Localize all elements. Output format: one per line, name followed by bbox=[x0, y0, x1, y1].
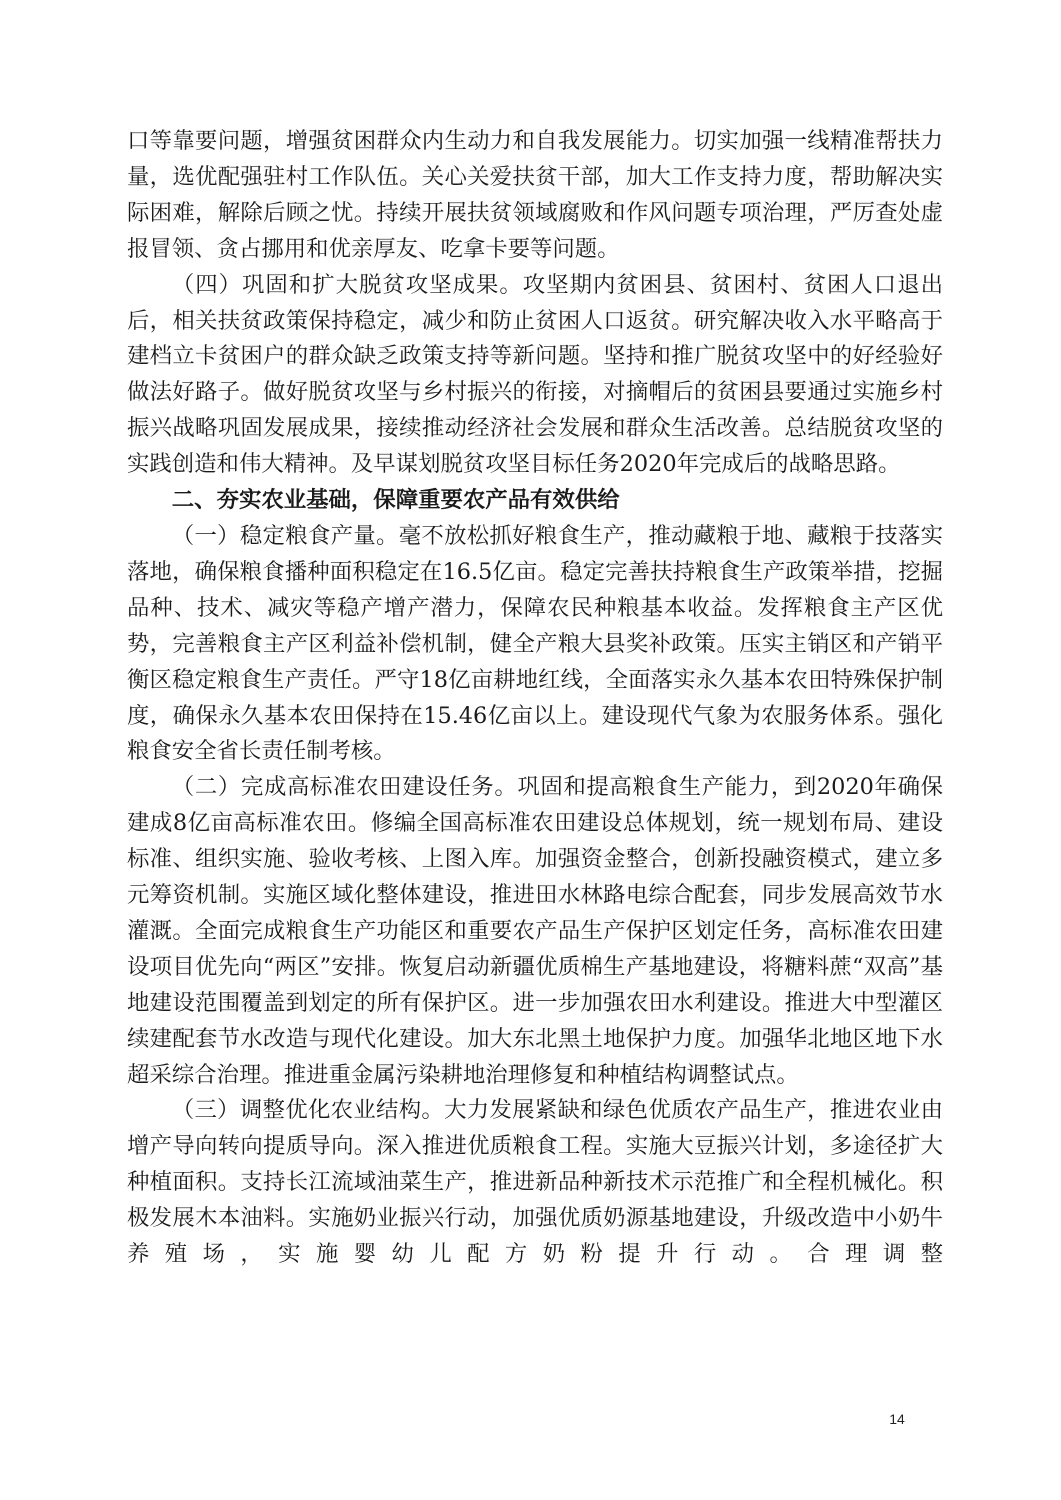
document-body bbox=[127, 124, 943, 1273]
paragraph-optimize-structure: （三）调整优化农业结构。大力发展紧缺和绿色优质农产品生产，推进农业由增产导向转向提质导向。深入推进优质粮食工程。实施大豆振兴计划，多途径扩大种植面积。支持长江流域油菜生产，推进新品种新技术示范推广和全程机械化。积极发展木本油料。实施奶业振兴行动，加强优质奶源基地建设，升级改造中小奶牛养殖场，实施婴幼儿配方奶粉提升行动。合理调整 bbox=[127, 1097, 943, 1268]
paragraph-stabilize-grain: （一）稳定粮食产量。毫不放松抓好粮食生产，推动藏粮于地、藏粮于技落实落地，确保粮食播种面积稳定在16.5亿亩。稳定完善扶持粮食生产政策举措，挖掘品种、技术、减灾等稳产增产潜力，保障农民种粮基本收益。发挥粮食主产区优势，完善粮食主产区利益补偿机制，健全产粮大县奖补政策。压实主销区和产销平衡区稳定粮食生产责任。严守18亿亩耕地红线，全面落实永久基本农田特殊保护制度，确保永久基本农田保持在15.46亿亩以上。建设现代气象为农服务体系。强化粮食安全省长责任制考核。 bbox=[127, 522, 943, 765]
paragraph-consolidate-poverty-results: （四）巩固和扩大脱贫攻坚成果。攻坚期内贫困县、贫困村、贫困人口退出后，相关扶贫政策保持稳定，减少和防止贫困人口返贫。研究解决收入水平略高于建档立卡贫困户的群众缺乏政策支持等新问题。坚持和推广脱贫攻坚中的好经验好做法好路子。做好脱贫攻坚与乡村振兴的衔接，对摘帽后的贫困县要通过实施乡村振兴战略巩固发展成果，接续推动经济社会发展和群众生活改善。总结脱贫攻坚的实践创造和伟大精神。及早谋划脱贫攻坚目标任务2020年完成后的战略思路。 bbox=[127, 271, 943, 478]
paragraph-continuation: 口等靠要问题，增强贫困群众内生动力和自我发展能力。切实加强一线精准帮扶力量，选优配强驻村工作队伍。关心关爱扶贫干部，加大工作支持力度，帮助解决实际困难，解除后顾之忧。持续开展扶贫领域腐败和作风问题专项治理，严厉查处虚报冒领、贪占挪用和优亲厚友、吃拿卡要等问题。 bbox=[127, 128, 943, 262]
page-number: 14 bbox=[889, 1411, 905, 1427]
section-heading: 二、夯实农业基础，保障重要农产品有效供给 bbox=[171, 487, 620, 514]
paragraph-high-standard-farmland: （二）完成高标准农田建设任务。巩固和提高粮食生产能力，到2020年确保建成8亿亩高标准农田。修编全国高标准农田建设总体规划，统一规划布局、建设标准、组织实施、验收考核、上图入库。加强资金整合，创新投融资模式，建立多元筹资机制。实施区域化整体建设，推进田水林路电综合配套，同步发展高效节水灌溉。全面完成粮食生产功能区和重要农产品生产保护区划定任务，高标准农田建设项目优先向“两区”安排。恢复启动新疆优质棉生产基地建设，将糖料蔗“双高”基地建设范围覆盖到划定的所有保护区。进一步加强农田水利建设。推进大中型灌区续建配套节水改造与现代化建设。加大东北黑土地保护力度。加强华北地区地下水超采综合治理。推进重金属污染耕地治理修复和种植结构调整试点。 bbox=[127, 774, 943, 1088]
